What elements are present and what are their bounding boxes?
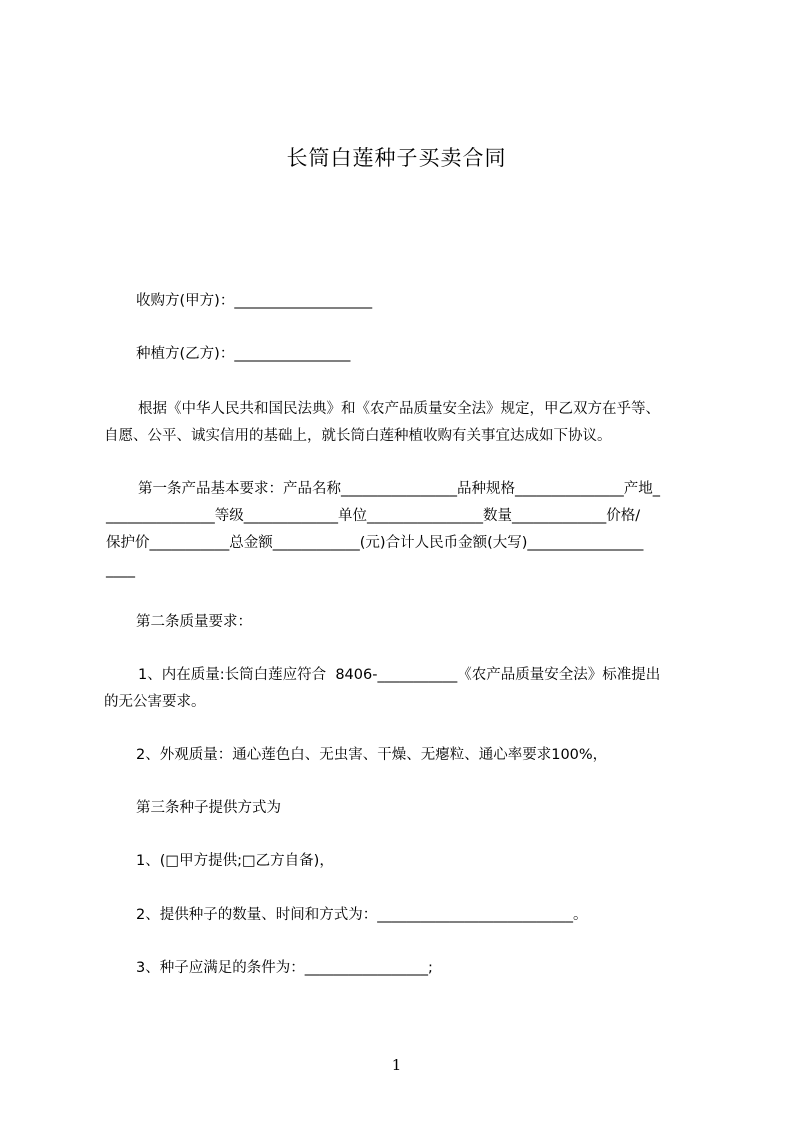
article-2-heading: 第二条质量要求： [136, 614, 252, 630]
article-1-line-3: 保护价___________总金额____________(元)合计人民币金额(大写)________________ [106, 535, 644, 551]
buyer-party-line: 收购方(甲方)：___________________ [136, 293, 373, 309]
seed-source-line: 1、(□甲方提供;□乙方自备)， [136, 853, 334, 869]
page-number: 1 [391, 1056, 402, 1074]
seed-supply-line: 2、提供种子的数量、时间和方式为：___________________________。 [136, 907, 588, 923]
preamble-line-1: 根据《中华人民共和国民法典》和《农产品质量安全法》规定，甲乙双方在乎等、 [138, 401, 660, 417]
internal-quality-line-2: 的无公害要求。 [104, 694, 206, 710]
preamble-line-2: 自愿、公平、诚实信用的基础上，就长筒白莲种植收购有关事宜达成如下协议。 [104, 428, 612, 444]
seed-conditions-line: 3、种子应满足的条件为：_________________; [136, 960, 433, 976]
article-1-line-1: 第一条产品基本要求：产品名称________________品种规格_______________产地_ [138, 481, 660, 497]
document-title: 长筒白莲种子买卖合同 [286, 146, 507, 170]
article-3-heading: 第三条种子提供方式为 [136, 800, 281, 816]
article-1-line-2: _______________等级_____________单位________________数量_____________价格/ [106, 508, 641, 524]
internal-quality-line-1: 1、内在质量:长筒白莲应符合 8406-___________《农产品质量安全法》标准提出 [138, 667, 661, 683]
external-quality-line: 2、外观质量：通心莲色白、无虫害、干燥、无瘪粒、通心率要求100%， [136, 747, 608, 763]
grower-party-line: 种植方(乙方)：________________ [136, 346, 351, 362]
article-1-line-4: ____ [106, 562, 135, 578]
